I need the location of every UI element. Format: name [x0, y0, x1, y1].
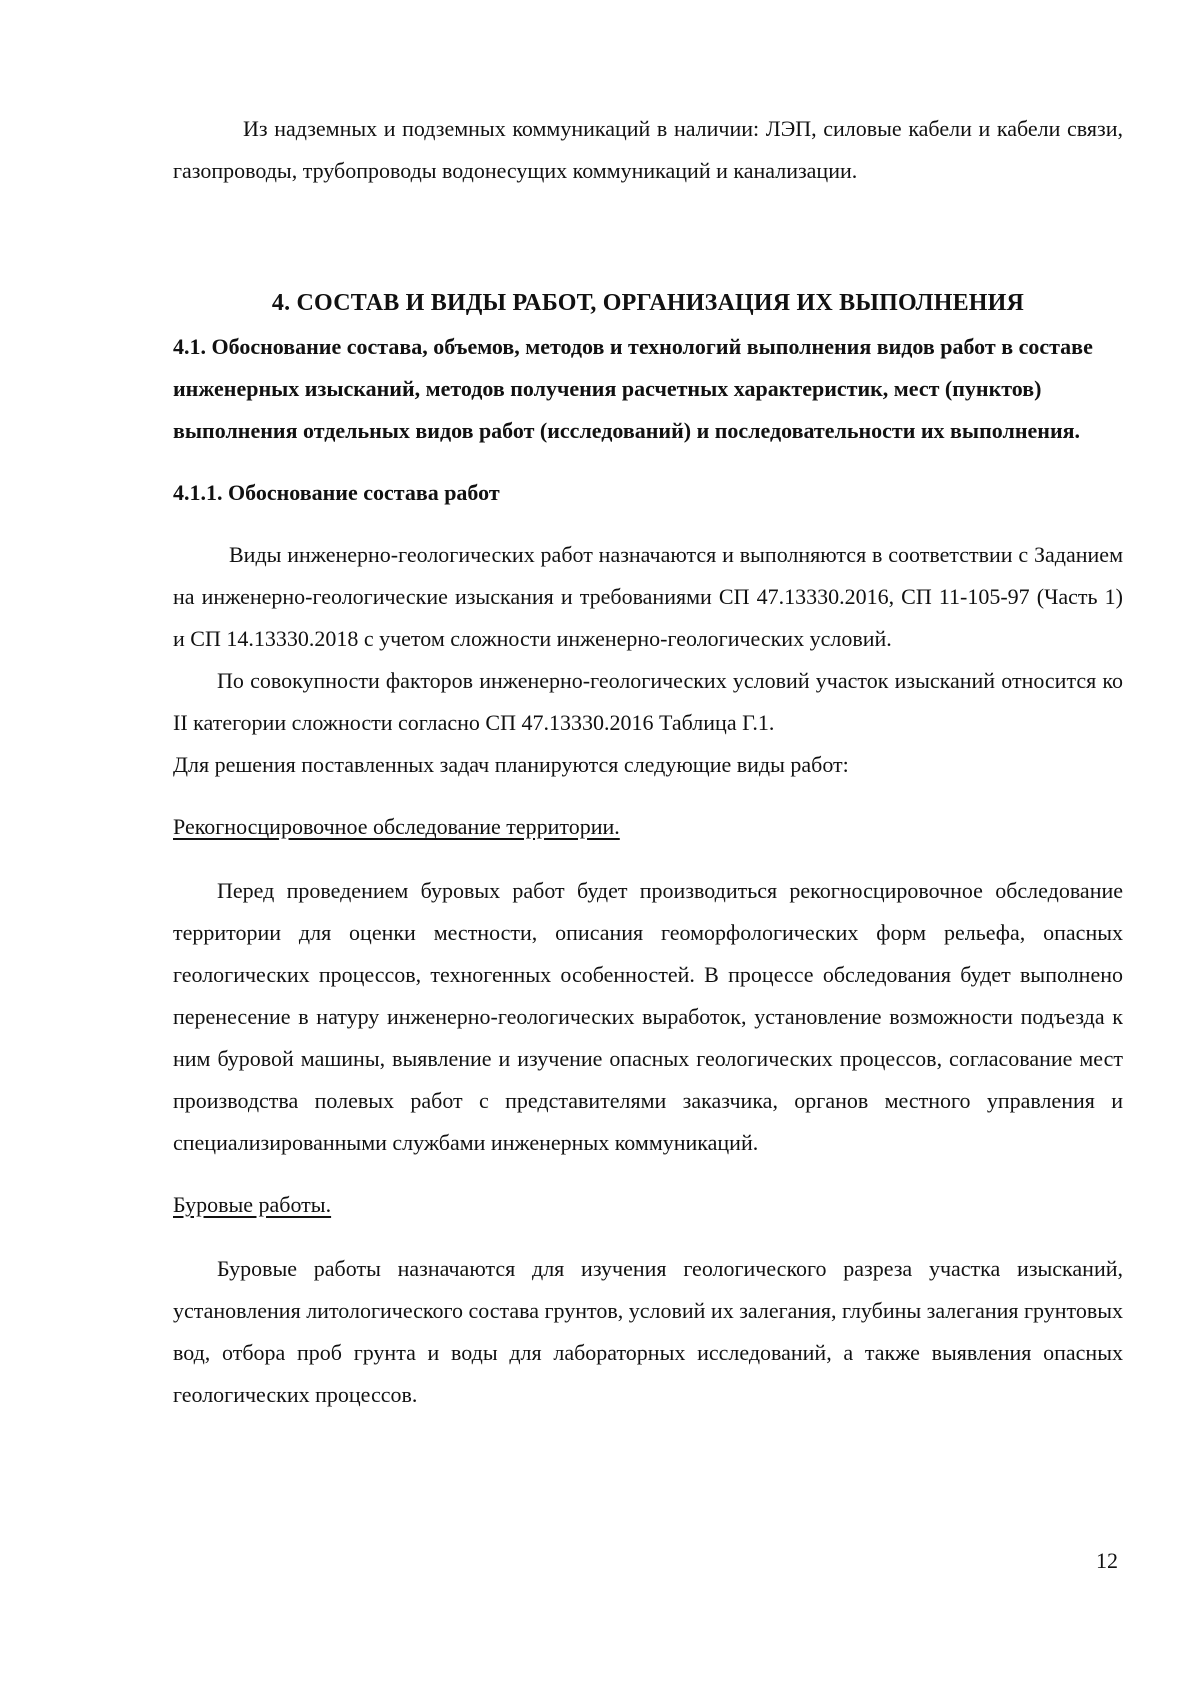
page-content [173, 108, 1123, 1416]
paragraph-planned-works: Для решения поставленных задач планируются следующие виды работ: [173, 752, 849, 777]
paragraph-communications: Из надземных и подземных коммуникаций в наличии: ЛЭП, силовые кабели и кабели связи, газопроводы, трубопроводы водонесущих коммуникаций и канализации. [173, 116, 1123, 183]
subsection-heading: 4.1. Обоснование состава, объемов, методов и технологий выполнения видов работ в составе инженерных изысканий, методов получения расчетных характеристик, мест (пунктов) выполнения отдельных видов работ (исследований) и последовательности их выполнения. [173, 334, 1093, 443]
section-heading: 4. СОСТАВ И ВИДЫ РАБОТ, ОРГАНИЗАЦИЯ ИХ ВЫПОЛНЕНИЯ [271, 290, 1025, 316]
paragraph-complexity-category: По совокупности факторов инженерно-геологических условий участок изысканий относится ко II категории сложности согласно СП 47.13330.2016 Таблица Г.1. [173, 668, 1123, 735]
page-number: 12 [1096, 1548, 1118, 1573]
subsubsection-heading: 4.1.1. Обоснование состава работ [173, 480, 500, 505]
paragraph-recon-survey: Перед проведением буровых работ будет производиться рекогносцировочное обследование территории для оценки местности, описания геоморфологических форм рельефа, опасных геологических процессов, техногенных особенностей. В процессе обследования будет выполнено перенесение в натуру инженерно-геологических выработок, установление возможности подъезда к ним буровой машины, выявление и изучение опасных геологических процессов, согласование мест производства полевых работ с представителями заказчика, органов местного управления и специализированными службами инженерных коммуникаций. [173, 878, 1123, 1155]
drilling-works-heading: Буровые работы. [173, 1192, 332, 1217]
paragraph-work-types: Виды инженерно-геологических работ назначаются и выполняются в соответствии с Заданием на инженерно-геологические изыскания и требованиями СП 47.13330.2016, СП 11-105-97 (Часть 1) и СП 14.13330.2018 с учетом сложности инженерно-геологических условий. [173, 542, 1123, 651]
paragraph-drilling-works: Буровые работы назначаются для изучения геологического разреза участка изысканий, установления литологического состава грунтов, условий их залегания, глубины залегания грунтовых вод, отбора проб грунта и воды для лабораторных исследований, а также выявления опасных геологических процессов. [173, 1256, 1124, 1407]
recon-survey-heading: Рекогносцировочное обследование территории. [173, 814, 620, 839]
